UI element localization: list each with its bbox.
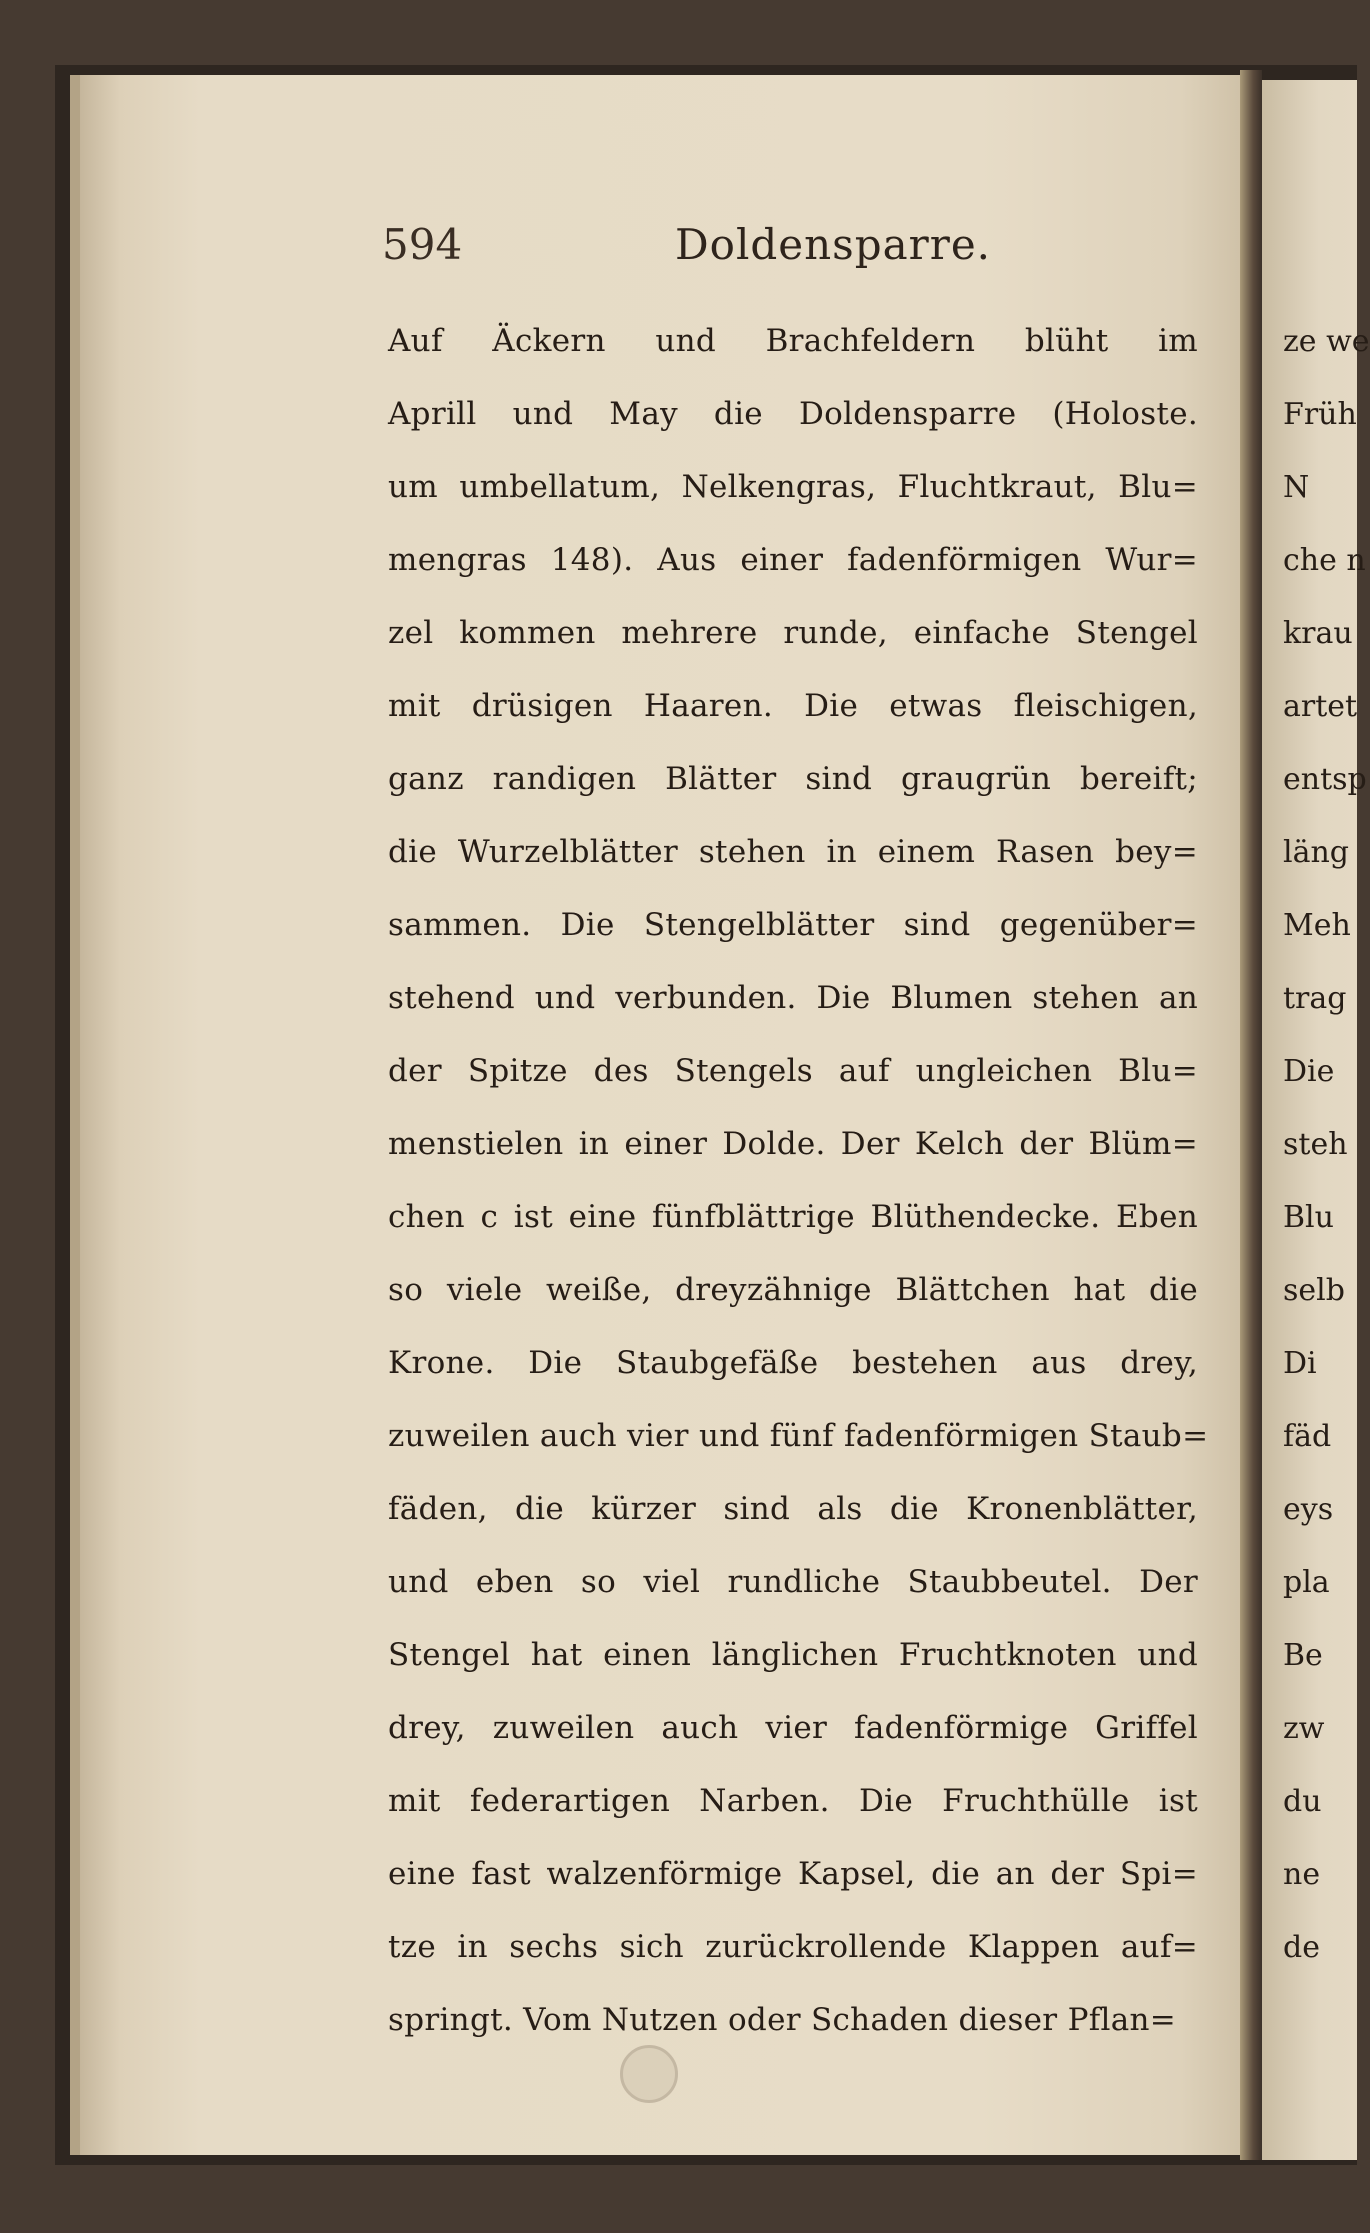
text-line: mengras 148). Aus einer fadenförmigen Wur= bbox=[388, 542, 1198, 578]
right-page-line: krau bbox=[1283, 616, 1353, 651]
book-gutter bbox=[1240, 70, 1262, 2160]
right-page-line: pla bbox=[1283, 1565, 1330, 1600]
text-line: der Spitze des Stengels auf ungleichen Blu= bbox=[388, 1053, 1198, 1089]
right-page-line: de bbox=[1283, 1930, 1320, 1965]
right-page-line: trag bbox=[1283, 981, 1347, 1016]
text-line: mit drüsigen Haaren. Die etwas fleischigen, bbox=[388, 688, 1198, 724]
text-line: ganz randigen Blätter sind graugrün bereift; bbox=[388, 761, 1198, 797]
text-line: mit federartigen Narben. Die Fruchthülle ist bbox=[388, 1783, 1198, 1819]
right-page-line: fäd bbox=[1283, 1419, 1332, 1454]
text-line: menstielen in einer Dolde. Der Kelch der Blüm= bbox=[388, 1126, 1198, 1162]
text-line: Krone. Die Staubgefäße bestehen aus drey, bbox=[388, 1345, 1198, 1381]
library-stamp-icon bbox=[620, 2045, 678, 2103]
right-page-line: Früh bbox=[1283, 397, 1357, 432]
text-line: sammen. Die Stengelblätter sind gegenüber= bbox=[388, 907, 1198, 943]
text-line: Stengel hat einen länglichen Fruchtknoten und bbox=[388, 1637, 1198, 1673]
page-number: 594 bbox=[382, 220, 463, 269]
right-page-line: Be bbox=[1283, 1638, 1323, 1673]
right-page-line: läng bbox=[1283, 835, 1350, 870]
right-page-line: che n bbox=[1283, 543, 1366, 578]
text-line: drey, zuweilen auch vier fadenförmige Griffel bbox=[388, 1710, 1198, 1746]
right-page-line: Blu bbox=[1283, 1200, 1334, 1235]
text-line: zel kommen mehrere runde, einfache Stengel bbox=[388, 615, 1198, 651]
text-line: die Wurzelblätter stehen in einem Rasen bey= bbox=[388, 834, 1198, 870]
right-page-line: artet bbox=[1283, 689, 1358, 724]
right-page-line: ne bbox=[1283, 1857, 1321, 1892]
text-line: Auf Äckern und Brachfeldern blüht im bbox=[388, 323, 1198, 359]
text-line: fäden, die kürzer sind als die Kronenblätter, bbox=[388, 1491, 1198, 1527]
text-line: Aprill und May die Doldensparre (Holoste. bbox=[388, 396, 1198, 432]
running-head bbox=[370, 220, 1230, 290]
text-line: tze in sechs sich zurückrollende Klappen auf= bbox=[388, 1929, 1198, 1965]
right-page-line: du bbox=[1283, 1784, 1322, 1819]
text-line: um umbellatum, Nelkengras, Fluchtkraut, Blu= bbox=[388, 469, 1198, 505]
right-page-line: entsp bbox=[1283, 762, 1367, 797]
right-page-line: Die bbox=[1283, 1054, 1335, 1089]
text-line: springt. Vom Nutzen oder Schaden dieser Pflan= bbox=[388, 2002, 1177, 2038]
text-line: eine fast walzenförmige Kapsel, die an der Spi= bbox=[388, 1856, 1198, 1892]
text-line: stehend und verbunden. Die Blumen stehen an bbox=[388, 980, 1198, 1016]
right-page-line: Meh bbox=[1283, 908, 1351, 943]
text-line: so viele weiße, dreyzähnige Blättchen hat die bbox=[388, 1272, 1198, 1308]
text-line: chen c ist eine fünfblättrige Blüthendecke. Eben bbox=[388, 1199, 1198, 1235]
right-page-line: ze we bbox=[1283, 324, 1370, 359]
right-page-line: selb bbox=[1283, 1273, 1345, 1308]
right-page-text-fragment bbox=[1283, 305, 1370, 1984]
right-page-line: Di bbox=[1283, 1346, 1317, 1381]
running-head-title: Doldensparre. bbox=[675, 220, 992, 269]
text-line: zuweilen auch vier und fünf fadenförmigen Staub= bbox=[388, 1418, 1209, 1454]
body-text bbox=[388, 305, 1209, 2057]
right-page-line: N bbox=[1283, 470, 1310, 505]
right-page-line: zw bbox=[1283, 1711, 1325, 1746]
text-line: und eben so viel rundliche Staubbeutel. Der bbox=[388, 1564, 1198, 1600]
right-page-line: eys bbox=[1283, 1492, 1334, 1527]
right-page-line: steh bbox=[1283, 1127, 1348, 1162]
